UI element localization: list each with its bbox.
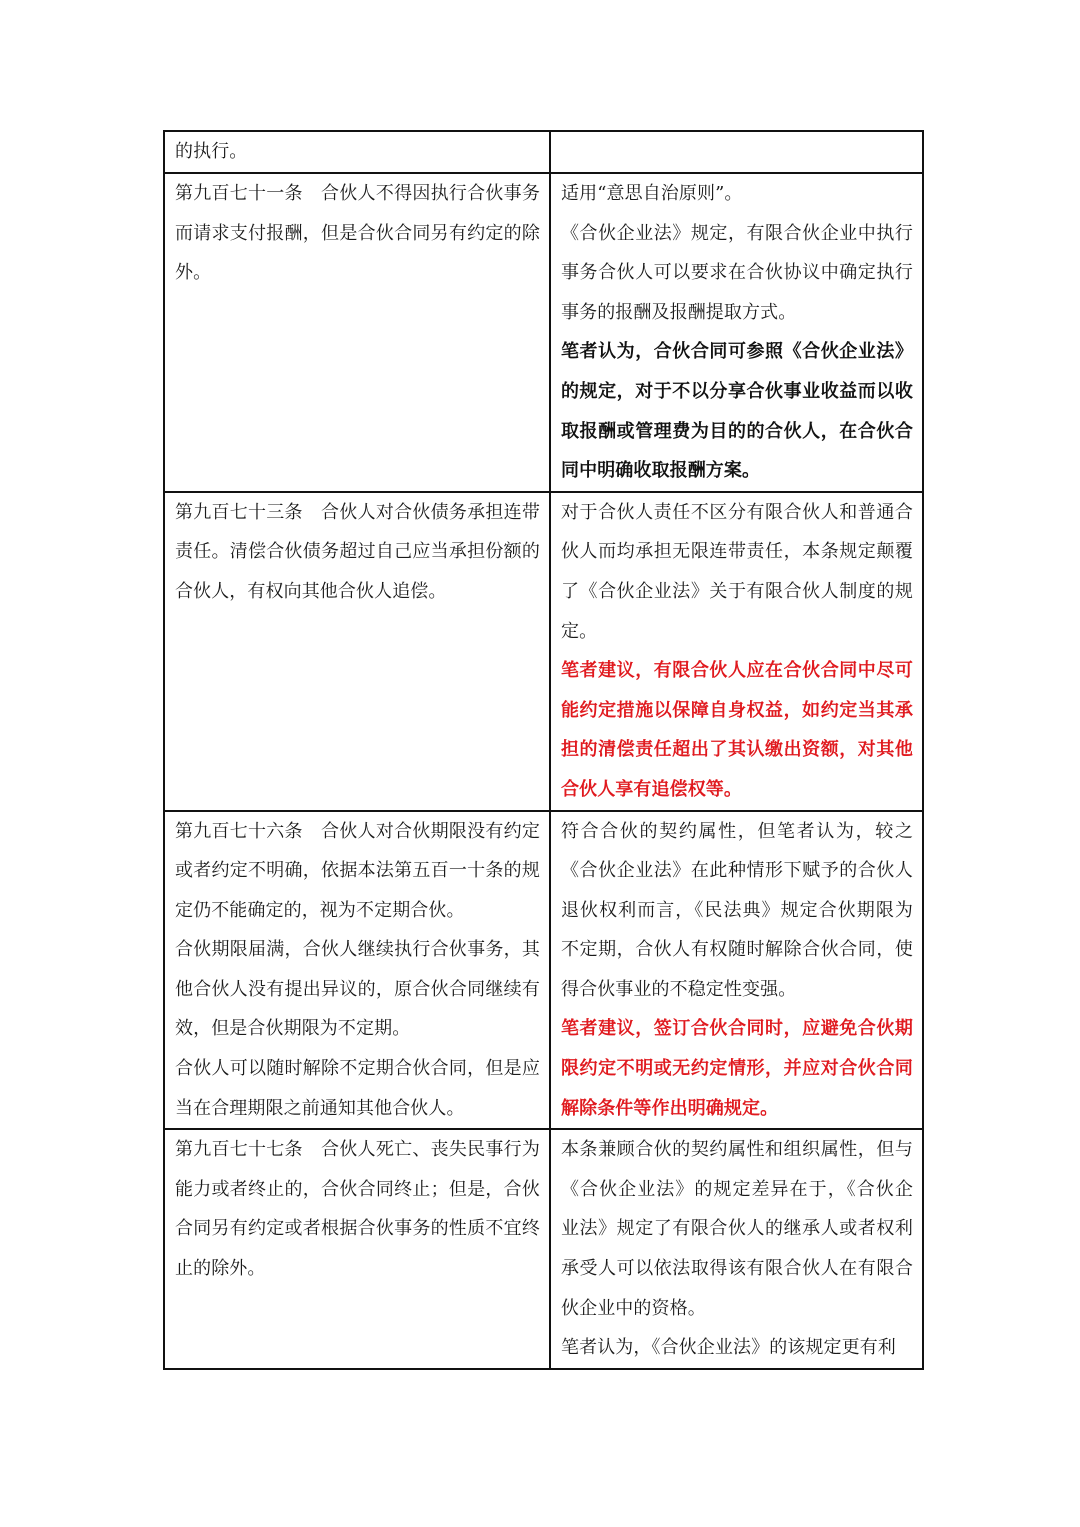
author-suggestion-red: 笔者建议，有限合伙人应在合伙合同中尽可能约定措施以保障自身权益，如约定当其承担的清偿责任超出了其认缴出资额，对其他合伙人享有追偿权等。 xyxy=(561,660,913,800)
commentary-cell xyxy=(550,173,923,492)
law-article-cell xyxy=(164,173,550,492)
article-text: 第九百七十一条 合伙人不得因执行合伙事务而请求支付报酬，但是合伙合同另有约定的除外。 xyxy=(175,183,540,284)
article-text: 合伙人可以随时解除不定期合伙合同，但是应当在合理期限之前通知其他合伙人。 xyxy=(175,1058,540,1119)
article-text: 合伙期限届满，合伙人继续执行合伙事务，其他合伙人没有提出异议的，原合伙合同继续有效，但是合伙期限为不定期。 xyxy=(175,939,540,1040)
article-text: 的执行。 xyxy=(175,141,248,162)
law-article-cell xyxy=(164,811,550,1130)
law-article-cell xyxy=(164,131,550,173)
commentary-cell xyxy=(550,131,923,173)
commentary-text: 适用“意思自治原则”。 xyxy=(561,183,743,204)
article-text: 第九百七十三条 合伙人对合伙债务承担连带责任。清偿合伙债务超过自己应当承担份额的合伙人，有权向其他合伙人追偿。 xyxy=(175,501,540,602)
commentary-cell xyxy=(550,811,923,1130)
commentary-cell xyxy=(550,492,923,811)
table-row xyxy=(164,811,923,1130)
article-text: 第九百七十七条 合伙人死亡、丧失民事行为能力或者终止的，合伙合同终止；但是，合伙合同另有约定或者根据合伙事务的性质不宜终止的除外。 xyxy=(175,1139,540,1280)
comparison-table xyxy=(163,130,924,1370)
commentary-text: 《合伙企业法》规定，有限合伙企业中执行事务合伙人可以要求在合伙协议中确定执行事务的报酬及报酬提取方式。 xyxy=(561,222,913,323)
author-suggestion-red: 笔者建议，签订合伙合同时，应避免合伙期限约定不明或无约定情形，并应对合伙合同解除条件等作出明确规定。 xyxy=(561,1018,913,1119)
table-row xyxy=(164,492,923,811)
table-row xyxy=(164,1129,923,1369)
law-article-cell xyxy=(164,1129,550,1369)
table-row xyxy=(164,131,923,173)
commentary-text: 符合合伙的契约属性，但笔者认为，较之《合伙企业法》在此种情形下赋予的合伙人退伙权利而言，《民法典》规定合伙期限为不定期，合伙人有权随时解除合伙合同，使得合伙事业的不稳定性变强。 xyxy=(561,820,913,1000)
commentary-cell xyxy=(550,1129,923,1369)
table-row xyxy=(164,173,923,492)
article-text: 第九百七十六条 合伙人对合伙期限没有约定或者约定不明确，依据本法第五百一十条的规定仍不能确定的，视为不定期合伙。 xyxy=(175,820,540,921)
author-opinion-bold: 笔者认为，合伙合同可参照《合伙企业法》的规定，对于不以分享合伙事业收益而以收取报酬或管理费为目的的合伙人，在合伙合同中明确收取报酬方案。 xyxy=(561,341,913,482)
commentary-text: 对于合伙人责任不区分有限合伙人和普通合伙人而均承担无限连带责任，本条规定颠覆了《合伙企业法》关于有限合伙人制度的规定。 xyxy=(561,501,913,642)
commentary-text: 笔者认为，《合伙企业法》的该规定更有利 xyxy=(561,1337,896,1359)
law-article-cell xyxy=(164,492,550,811)
commentary-text: 本条兼顾合伙的契约属性和组织属性，但与《合伙企业法》的规定差异在于，《合伙企业法》规定了有限合伙人的继承人或者权利承受人可以依法取得该有限合伙人在有限合伙企业中的资格。 xyxy=(561,1139,913,1319)
